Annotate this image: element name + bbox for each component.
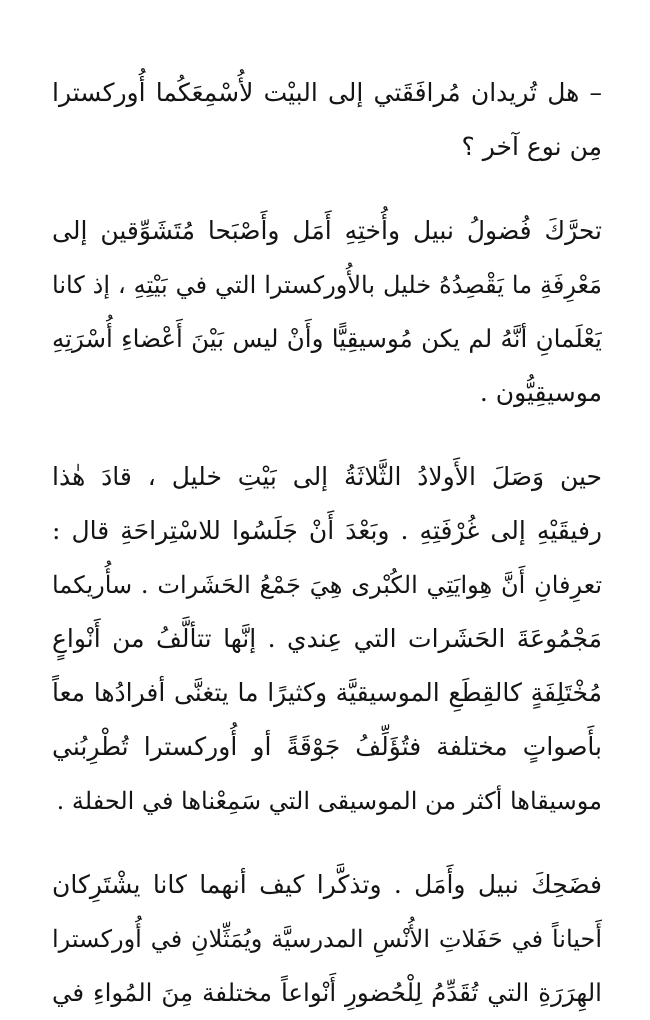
text-line: تحرَّكَ فُضولُ نبيل وأُختِهِ أَمَل وأَصْبَحا مُتَشَوِّقين إلى (52, 216, 602, 245)
text-line: بأَصواتٍ مختلفة فتُؤَلِّفُ جَوْقَةً أو أُوركسترا تُطْرِبُني (52, 732, 602, 761)
text-line: أَحياناً في حَفَلاتِ الأُنْسِ المدرسيَّة ويُمَثِّلانِ في أُوركسترا (52, 925, 602, 953)
paragraph-invitation (52, 66, 602, 174)
text-line: موسيقاها أكثر من الموسيقى التي سَمِعْناها في الحفلة . (56, 787, 602, 815)
text-line: رفيقَيْهِ إلى غُرْفَتِهِ . وبَعْدَ أَنْ جَلَسُوا للاسْتِراحَةِ قال : (52, 516, 602, 545)
text-line: تعرِفانِ أَنَّ هِوايَتِي الكُبْرى هِيَ جَمْعُ الحَشَرات . سأُريكما (52, 571, 602, 599)
text-line: مَجْمُوعَةَ الحَشَرات التي عِندي . إنَّها تتألَّفُ من أَنْواعٍ (52, 624, 602, 653)
text-line: مُخْتَلِفَةٍ كالقِطَعِ الموسيقيَّة وكثيرًا ما يتغنَّى أفرادُها معاً (52, 678, 602, 707)
text-line: حين وَصَلَ الأَولادُ الثَّلاثَةُ إلى بَيْتِ خليل ، قادَ هٰذا (52, 462, 602, 491)
text-line: موسيقِيُّون . (479, 378, 602, 407)
paragraph-curiosity (52, 204, 602, 420)
text-line: مِن نوع آخر ؟ (461, 132, 602, 161)
text-line: الهِرَرَةِ التي تُقَدِّمُ لِلْحُضورِ أَنْواعاً مختلفة مِنَ المُواءِ في (52, 978, 602, 1007)
text-line: فضَحِكَ نبيل وأَمَل . وتذكَّرا كيف أنهما كانا يشْتَرِكان (52, 870, 602, 899)
text-line: مَعْرِفَةِ ما يَقْصِدُهُ خليل بالأُوركسترا التي في بَيْتِهِ ، إذ كانا (52, 271, 602, 299)
text-line: يَعْلَمانِ أنَّهُ لم يكن مُوسيقِيًّا وأَنْ ليس بَيْنَ أَعْضاءِ أُسْرَتِهِ (52, 324, 602, 353)
paragraph-insects (52, 450, 602, 828)
text-line: – هل تُريدان مُرافَقَتي إلى البيْت لأُسْمِعَكُما أُوركسترا (52, 78, 602, 107)
paragraph-laughter (52, 858, 602, 1020)
